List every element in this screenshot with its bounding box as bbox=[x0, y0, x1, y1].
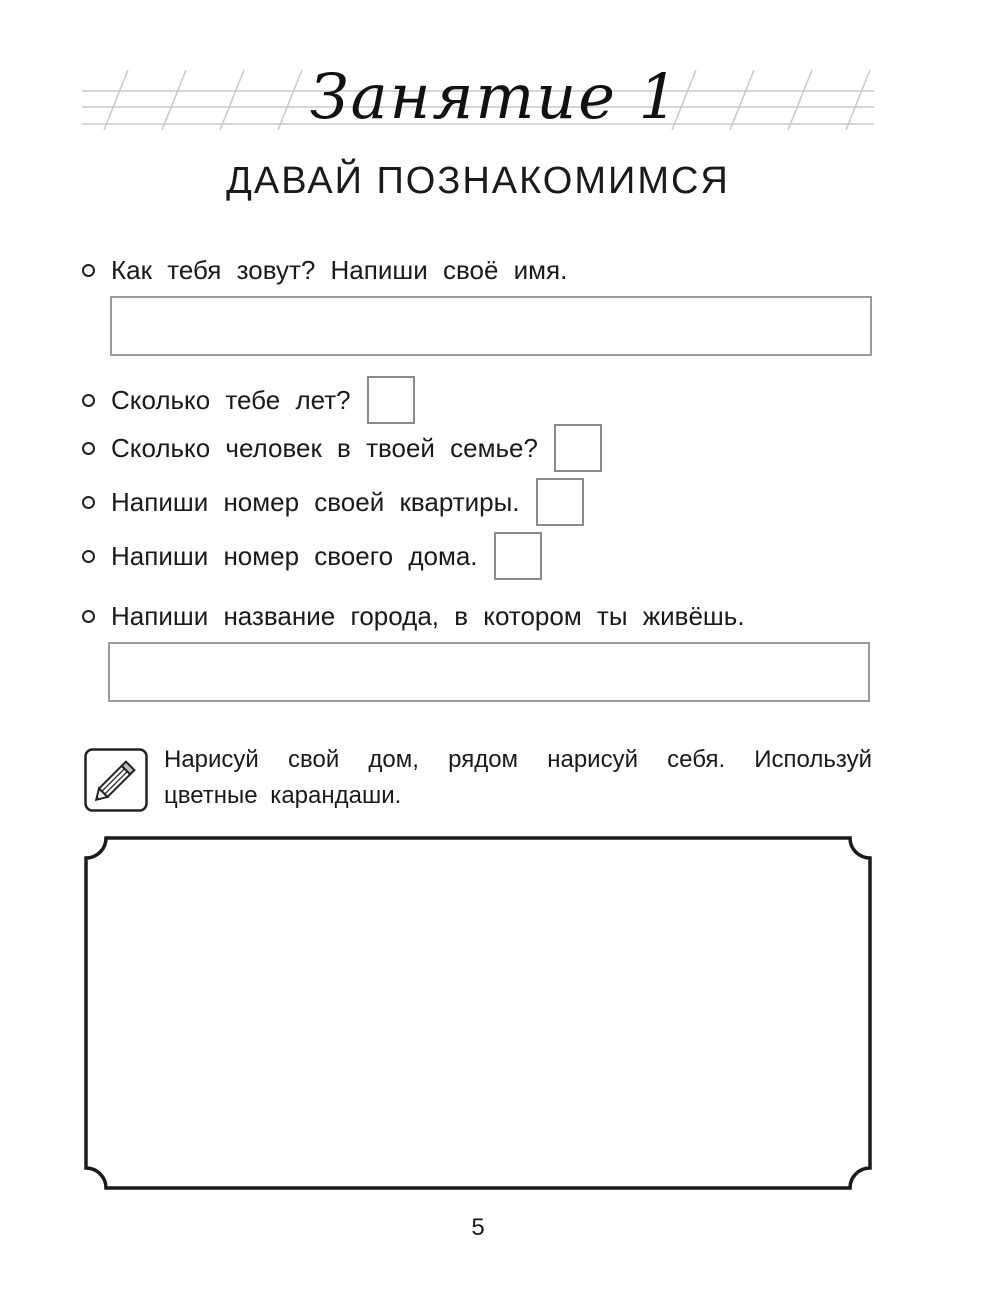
question-house bbox=[82, 532, 542, 580]
age-answer-box[interactable] bbox=[367, 376, 415, 424]
question-text: Сколько тебе лет? bbox=[111, 384, 351, 415]
page-heading: ДАВАЙ ПОЗНАКОМИМСЯ bbox=[226, 160, 730, 202]
name-answer-field[interactable] bbox=[110, 296, 872, 356]
lesson-title: Занятие 1 bbox=[310, 60, 681, 133]
question-age bbox=[82, 376, 415, 424]
family-answer-box[interactable] bbox=[554, 424, 602, 472]
drawing-frame[interactable] bbox=[82, 834, 874, 1192]
question-text: Напиши номер своей квартиры. bbox=[111, 486, 520, 517]
bullet-icon bbox=[82, 394, 95, 407]
bullet-icon bbox=[82, 496, 95, 509]
task-instruction: Нарисуй свой дом, рядом нарисуй себя. Используй цветные карандаши. bbox=[164, 746, 872, 809]
question-text: Напиши название города, в котором ты живёшь. bbox=[111, 600, 745, 631]
bullet-icon bbox=[82, 264, 95, 277]
question-city bbox=[82, 598, 745, 634]
bullet-icon bbox=[82, 610, 95, 623]
question-apartment bbox=[82, 478, 584, 526]
question-family bbox=[82, 424, 602, 472]
bullet-icon bbox=[82, 442, 95, 455]
question-text: Сколько человек в твоей семье? bbox=[111, 432, 538, 463]
bullet-icon bbox=[82, 550, 95, 563]
house-answer-box[interactable] bbox=[494, 532, 542, 580]
page-number: 5 bbox=[471, 1214, 485, 1241]
question-text: Напиши номер своего дома. bbox=[111, 540, 478, 571]
question-text: Как тебя зовут? Напиши своё имя. bbox=[111, 254, 568, 285]
pencil-icon bbox=[84, 748, 148, 812]
city-answer-field[interactable] bbox=[108, 642, 870, 702]
question-name bbox=[82, 252, 567, 288]
apartment-answer-box[interactable] bbox=[536, 478, 584, 526]
